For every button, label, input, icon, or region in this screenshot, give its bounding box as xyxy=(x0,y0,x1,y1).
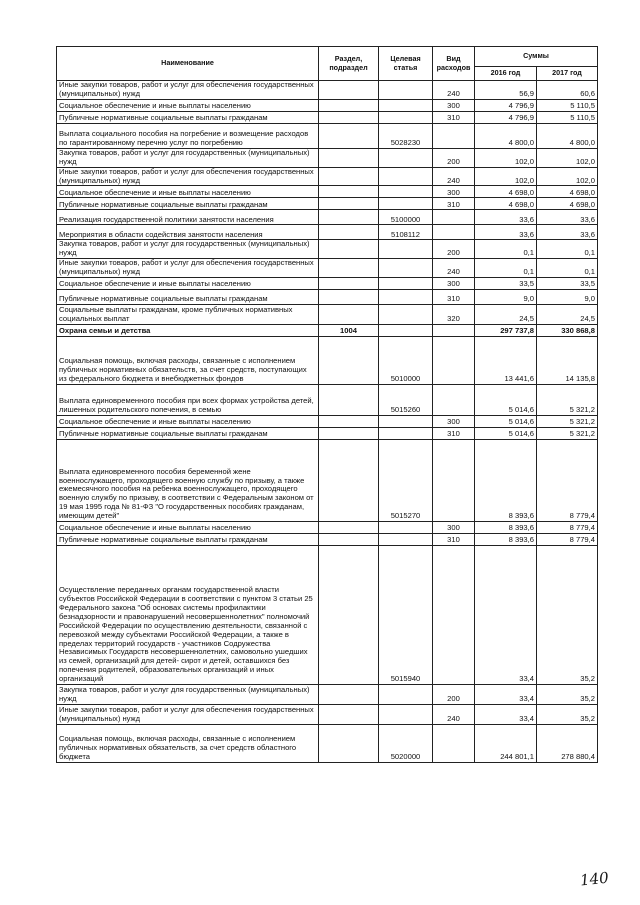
table-row xyxy=(57,240,598,259)
row-2016-cell: 297 737,8 xyxy=(475,325,537,337)
row-2017-cell: 4 800,0 xyxy=(537,123,598,148)
row-target-cell xyxy=(379,186,433,198)
row-exp-cell: 200 xyxy=(433,685,475,705)
row-section-cell xyxy=(319,725,379,763)
row-name-cell: Охрана семьи и детства xyxy=(57,325,319,337)
row-target-cell xyxy=(379,81,433,100)
budget-sheet xyxy=(56,46,597,763)
row-2017-cell: 5 321,2 xyxy=(537,416,598,428)
row-section-cell xyxy=(319,198,379,210)
row-name-cell: Иные закупки товаров, работ и услуг для обеспечения государственных (муниципальных) нужд xyxy=(57,81,319,100)
table-row xyxy=(57,325,598,337)
row-target-cell xyxy=(379,99,433,111)
row-2016-cell: 5 014,6 xyxy=(475,416,537,428)
row-target-cell xyxy=(379,522,433,534)
row-2016-cell: 8 393,6 xyxy=(475,534,537,546)
row-exp-cell: 310 xyxy=(433,428,475,440)
row-section-cell xyxy=(319,416,379,428)
row-2017-cell: 4 698,0 xyxy=(537,186,598,198)
row-exp-cell: 300 xyxy=(433,416,475,428)
row-exp-cell: 300 xyxy=(433,278,475,290)
row-2016-cell: 33,6 xyxy=(475,225,537,240)
table-row xyxy=(57,167,598,186)
row-section-cell: 1004 xyxy=(319,325,379,337)
row-section-cell xyxy=(319,259,379,278)
table-row xyxy=(57,416,598,428)
row-exp-cell: 310 xyxy=(433,111,475,123)
row-2016-cell: 102,0 xyxy=(475,148,537,167)
table-row xyxy=(57,685,598,705)
page-number: 140 xyxy=(579,868,610,890)
table-row xyxy=(57,259,598,278)
row-name-cell: Публичные нормативные социальные выплаты гражданам xyxy=(57,198,319,210)
row-name-cell: Иные закупки товаров, работ и услуг для обеспечения государственных (муниципальных) нужд xyxy=(57,167,319,186)
table-row xyxy=(57,198,598,210)
table-row xyxy=(57,522,598,534)
row-name-cell: Социальная помощь, включая расходы, связанные с исполнением публичных нормативных обязательств, за счет средств, поступающих из федерального бюджета и внебюджетных фондов xyxy=(57,337,319,385)
row-target-cell: 5028230 xyxy=(379,123,433,148)
row-name-cell: Социальное обеспечение и иные выплаты населению xyxy=(57,99,319,111)
row-target-cell: 5015260 xyxy=(379,385,433,416)
row-2016-cell: 33,5 xyxy=(475,278,537,290)
table-row xyxy=(57,123,598,148)
row-2016-cell: 5 014,6 xyxy=(475,428,537,440)
row-2016-cell: 244 801,1 xyxy=(475,725,537,763)
row-name-cell: Закупка товаров, работ и услуг для государственных (муниципальных) нужд xyxy=(57,148,319,167)
row-section-cell xyxy=(319,290,379,305)
table-row xyxy=(57,99,598,111)
row-target-cell xyxy=(379,111,433,123)
row-target-cell xyxy=(379,325,433,337)
row-exp-cell xyxy=(433,210,475,225)
table-row xyxy=(57,210,598,225)
row-exp-cell: 310 xyxy=(433,198,475,210)
row-2017-cell: 24,5 xyxy=(537,305,598,325)
row-2016-cell: 24,5 xyxy=(475,305,537,325)
row-2016-cell: 0,1 xyxy=(475,240,537,259)
row-2017-cell: 5 321,2 xyxy=(537,428,598,440)
row-2017-cell: 102,0 xyxy=(537,167,598,186)
row-name-cell: Публичные нормативные социальные выплаты гражданам xyxy=(57,111,319,123)
row-exp-cell: 310 xyxy=(433,290,475,305)
row-exp-cell xyxy=(433,123,475,148)
row-2017-cell: 33,5 xyxy=(537,278,598,290)
row-name-cell: Социальное обеспечение и иные выплаты населению xyxy=(57,416,319,428)
row-2016-cell: 33,4 xyxy=(475,685,537,705)
row-2017-cell: 5 110,5 xyxy=(537,99,598,111)
row-exp-cell xyxy=(433,225,475,240)
row-section-cell xyxy=(319,440,379,522)
row-section-cell xyxy=(319,546,379,685)
row-target-cell: 5020000 xyxy=(379,725,433,763)
row-target-cell xyxy=(379,167,433,186)
row-section-cell xyxy=(319,240,379,259)
row-name-cell: Социальная помощь, включая расходы, связанные с исполнением публичных нормативных обязательств, за счет средств областного бюджета xyxy=(57,725,319,763)
row-2016-cell: 13 441,6 xyxy=(475,337,537,385)
table-body xyxy=(57,81,598,763)
row-name-cell: Публичные нормативные социальные выплаты гражданам xyxy=(57,534,319,546)
row-2017-cell: 5 110,5 xyxy=(537,111,598,123)
row-2016-cell: 4 698,0 xyxy=(475,186,537,198)
row-2017-cell: 8 779,4 xyxy=(537,522,598,534)
table-row xyxy=(57,385,598,416)
row-2017-cell: 0,1 xyxy=(537,240,598,259)
row-target-cell xyxy=(379,534,433,546)
table-row xyxy=(57,81,598,100)
row-name-cell: Выплата единовременного пособия беременной жене военнослужащего, проходящего военную службу по призыву, а также ежемесячного пособия на ребенка военнослужащего, проходящего военную службу по призыву, в соответствии с Федеральным законом от 19 мая 1995 года № 81-ФЗ "О государственных пособиях гражданам, имеющим детей" xyxy=(57,440,319,522)
row-2016-cell: 102,0 xyxy=(475,167,537,186)
table-row xyxy=(57,428,598,440)
row-section-cell xyxy=(319,522,379,534)
row-target-cell xyxy=(379,278,433,290)
row-name-cell: Выплата социального пособия на погребение и возмещение расходов по гарантированному перечню услуг по погребению xyxy=(57,123,319,148)
row-exp-cell: 200 xyxy=(433,148,475,167)
header-section: Раздел, подраздел xyxy=(319,47,379,81)
row-target-cell: 5010000 xyxy=(379,337,433,385)
row-section-cell xyxy=(319,186,379,198)
row-target-cell xyxy=(379,240,433,259)
row-target-cell: 5015940 xyxy=(379,546,433,685)
row-2016-cell: 4 796,9 xyxy=(475,99,537,111)
row-section-cell xyxy=(319,81,379,100)
row-2017-cell: 8 779,4 xyxy=(537,534,598,546)
row-name-cell: Реализация государственной политики занятости населения xyxy=(57,210,319,225)
row-exp-cell: 240 xyxy=(433,167,475,186)
row-section-cell xyxy=(319,385,379,416)
row-2016-cell: 0,1 xyxy=(475,259,537,278)
row-section-cell xyxy=(319,337,379,385)
row-2016-cell: 4 796,9 xyxy=(475,111,537,123)
row-exp-cell: 200 xyxy=(433,240,475,259)
row-section-cell xyxy=(319,111,379,123)
row-name-cell: Закупка товаров, работ и услуг для государственных (муниципальных) нужд xyxy=(57,240,319,259)
row-exp-cell: 310 xyxy=(433,534,475,546)
row-2016-cell: 9,0 xyxy=(475,290,537,305)
table-row xyxy=(57,534,598,546)
row-exp-cell: 240 xyxy=(433,81,475,100)
row-2017-cell: 35,2 xyxy=(537,705,598,725)
header-name: Наименование xyxy=(57,47,319,81)
row-2017-cell: 8 779,4 xyxy=(537,440,598,522)
row-name-cell: Выплата единовременного пособия при всех формах устройства детей, лишенных родительского попечения, в семью xyxy=(57,385,319,416)
table-row xyxy=(57,186,598,198)
row-section-cell xyxy=(319,278,379,290)
row-exp-cell xyxy=(433,440,475,522)
row-section-cell xyxy=(319,685,379,705)
row-target-cell xyxy=(379,148,433,167)
table-row xyxy=(57,305,598,325)
table-row xyxy=(57,725,598,763)
row-exp-cell xyxy=(433,725,475,763)
row-2016-cell: 4 698,0 xyxy=(475,198,537,210)
row-section-cell xyxy=(319,305,379,325)
row-target-cell xyxy=(379,685,433,705)
row-name-cell: Осуществление переданных органам государственной власти субъектов Российской Федерации в соответствии с пунктом 3 статьи 25 Федерального закона "Об основах системы профилактики безнадзорности и правонарушений несовершеннолетних" полномочий Российской Федерации по осуществлению деятельности, связанной с перевозкой между субъектами Российской Федерации, а также в пределах территорий государств - участников Содружества Независимых Государств несовершеннолетних, самовольно ушедших из семей, организаций для детей- сирот и детей, оставшихся без попечения родителей, образовательных организаций и иных организаций xyxy=(57,546,319,685)
row-target-cell xyxy=(379,259,433,278)
row-section-cell xyxy=(319,534,379,546)
table-row xyxy=(57,440,598,522)
row-exp-cell: 300 xyxy=(433,99,475,111)
row-target-cell xyxy=(379,428,433,440)
row-name-cell: Социальное обеспечение и иные выплаты населению xyxy=(57,186,319,198)
row-target-cell: 5108112 xyxy=(379,225,433,240)
table-row xyxy=(57,290,598,305)
row-section-cell xyxy=(319,123,379,148)
row-2017-cell: 0,1 xyxy=(537,259,598,278)
row-2017-cell: 278 880,4 xyxy=(537,725,598,763)
row-2016-cell: 33,4 xyxy=(475,705,537,725)
row-exp-cell: 240 xyxy=(433,259,475,278)
table-row xyxy=(57,705,598,725)
row-section-cell xyxy=(319,210,379,225)
row-2017-cell: 14 135,8 xyxy=(537,337,598,385)
row-2017-cell: 102,0 xyxy=(537,148,598,167)
header-sums: Суммы xyxy=(475,47,598,67)
row-2016-cell: 5 014,6 xyxy=(475,385,537,416)
row-2017-cell: 5 321,2 xyxy=(537,385,598,416)
row-target-cell xyxy=(379,305,433,325)
row-2017-cell: 35,2 xyxy=(537,685,598,705)
table-row xyxy=(57,111,598,123)
row-name-cell: Иные закупки товаров, работ и услуг для обеспечения государственных (муниципальных) нужд xyxy=(57,259,319,278)
row-2016-cell: 33,4 xyxy=(475,546,537,685)
header-exp-type: Вид расходов xyxy=(433,47,475,81)
row-2017-cell: 60,6 xyxy=(537,81,598,100)
row-exp-cell: 300 xyxy=(433,522,475,534)
table-row xyxy=(57,148,598,167)
row-2017-cell: 33,6 xyxy=(537,225,598,240)
row-exp-cell xyxy=(433,337,475,385)
row-target-cell xyxy=(379,705,433,725)
row-section-cell xyxy=(319,428,379,440)
row-2017-cell: 9,0 xyxy=(537,290,598,305)
row-section-cell xyxy=(319,99,379,111)
row-2017-cell: 35,2 xyxy=(537,546,598,685)
row-section-cell xyxy=(319,705,379,725)
row-2017-cell: 330 868,8 xyxy=(537,325,598,337)
row-section-cell xyxy=(319,148,379,167)
row-2017-cell: 33,6 xyxy=(537,210,598,225)
row-name-cell: Публичные нормативные социальные выплаты гражданам xyxy=(57,290,319,305)
row-2016-cell: 4 800,0 xyxy=(475,123,537,148)
row-name-cell: Социальное обеспечение и иные выплаты населению xyxy=(57,278,319,290)
row-exp-cell: 320 xyxy=(433,305,475,325)
row-name-cell: Социальные выплаты гражданам, кроме публичных нормативных социальных выплат xyxy=(57,305,319,325)
row-exp-cell: 240 xyxy=(433,705,475,725)
row-name-cell: Публичные нормативные социальные выплаты гражданам xyxy=(57,428,319,440)
header-target: Целевая статья xyxy=(379,47,433,81)
row-name-cell: Мероприятия в области содействия занятости населения xyxy=(57,225,319,240)
row-2016-cell: 8 393,6 xyxy=(475,522,537,534)
row-2016-cell: 56,9 xyxy=(475,81,537,100)
header-year-2016: 2016 год xyxy=(475,67,537,81)
header-year-2017: 2017 год xyxy=(537,67,598,81)
budget-table xyxy=(56,46,598,763)
row-section-cell xyxy=(319,225,379,240)
row-target-cell xyxy=(379,416,433,428)
row-target-cell xyxy=(379,290,433,305)
row-name-cell: Иные закупки товаров, работ и услуг для обеспечения государственных (муниципальных) нужд xyxy=(57,705,319,725)
row-2016-cell: 33,6 xyxy=(475,210,537,225)
row-name-cell: Социальное обеспечение и иные выплаты населению xyxy=(57,522,319,534)
row-target-cell: 5015270 xyxy=(379,440,433,522)
table-row xyxy=(57,278,598,290)
row-exp-cell: 300 xyxy=(433,186,475,198)
row-section-cell xyxy=(319,167,379,186)
row-exp-cell xyxy=(433,325,475,337)
row-target-cell xyxy=(379,198,433,210)
table-row xyxy=(57,337,598,385)
row-exp-cell xyxy=(433,546,475,685)
row-name-cell: Закупка товаров, работ и услуг для государственных (муниципальных) нужд xyxy=(57,685,319,705)
row-target-cell: 5100000 xyxy=(379,210,433,225)
table-row xyxy=(57,225,598,240)
row-exp-cell xyxy=(433,385,475,416)
row-2017-cell: 4 698,0 xyxy=(537,198,598,210)
table-row xyxy=(57,546,598,685)
row-2016-cell: 8 393,6 xyxy=(475,440,537,522)
